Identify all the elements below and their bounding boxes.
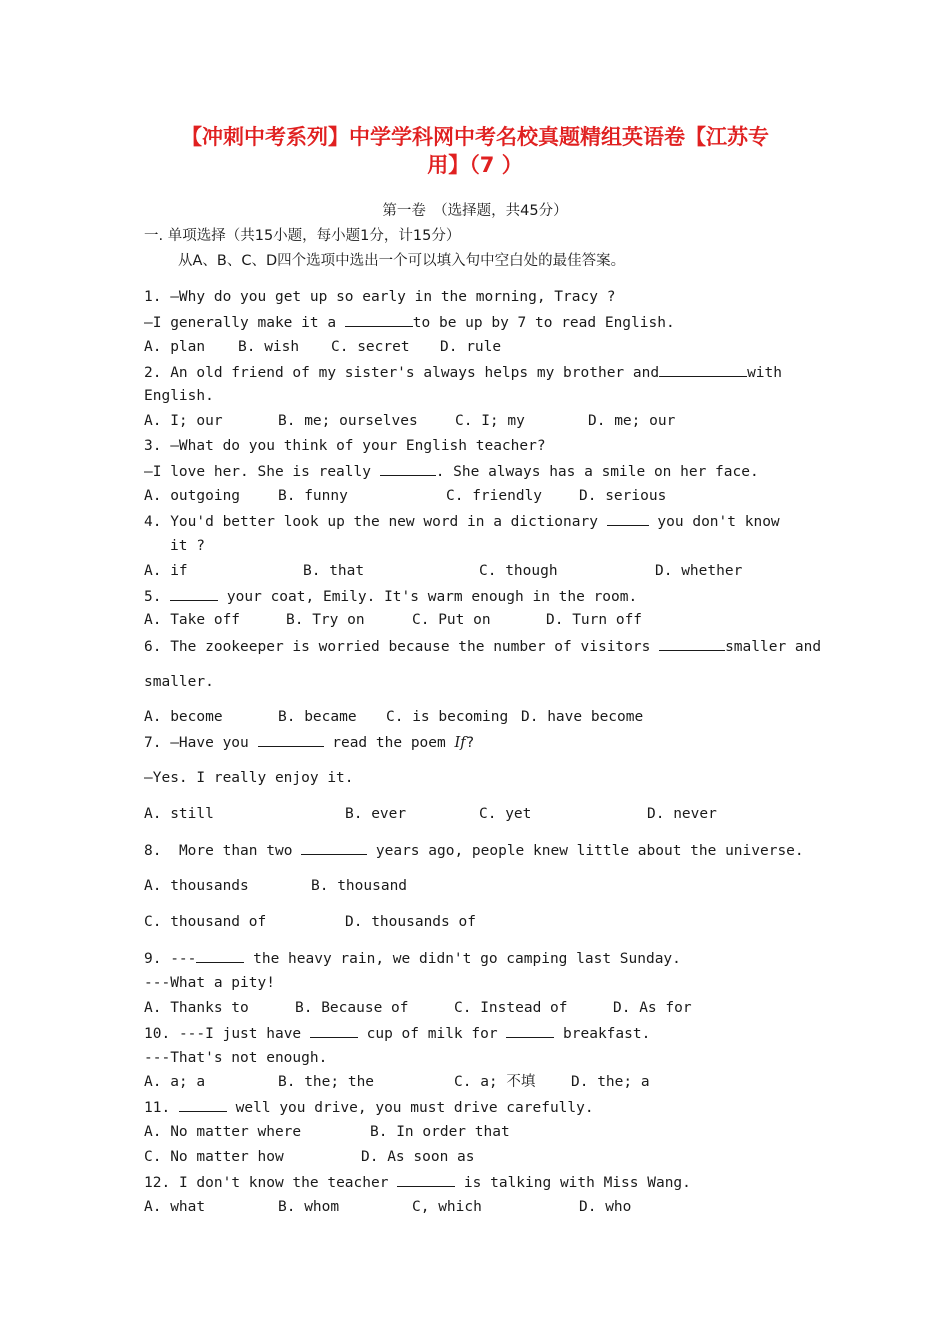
option-d[interactable]: D. whether xyxy=(655,563,743,579)
option-a[interactable]: A. thousands xyxy=(144,878,249,894)
option-d[interactable]: D. have become xyxy=(521,709,644,725)
question-2-line2: English. xyxy=(144,388,214,404)
option-a[interactable]: A. plan xyxy=(144,339,206,355)
option-b[interactable]: B. Because of xyxy=(295,1000,409,1016)
question-6: 6. The zookeeper is worried because the number of visitors smaller and xyxy=(144,636,821,657)
answer-blank[interactable] xyxy=(310,1023,358,1038)
question-5: 5. your coat, Emily. It's warm enough in the room. xyxy=(144,586,637,607)
answer-blank[interactable] xyxy=(659,636,725,651)
option-b[interactable]: B. that xyxy=(303,563,365,579)
section-instruction: 从A、B、C、D四个选项中选出一个可以填入句中空白处的最佳答案。 xyxy=(178,253,626,269)
option-a[interactable]: A. I; our xyxy=(144,413,223,429)
option-a[interactable]: A. Thanks to xyxy=(144,1000,249,1016)
option-d[interactable]: D. As for xyxy=(613,1000,692,1016)
page-title: 【冲刺中考系列】中学学科网中考名校真题精组英语卷【江苏专 xyxy=(181,125,769,149)
option-b[interactable]: B. the; the xyxy=(278,1074,375,1090)
question-7-line2: —Yes. I really enjoy it. xyxy=(144,770,354,786)
question-4: 4. You'd better look up the new word in a dictionary you don't know xyxy=(144,511,780,532)
option-c[interactable]: C, which xyxy=(412,1199,482,1215)
option-d[interactable]: D. serious xyxy=(579,488,667,504)
question-1: 1. —Why do you get up so early in the morning, Tracy ? xyxy=(144,289,616,305)
question-11: 11. well you drive, you must drive carefully. xyxy=(144,1097,594,1118)
option-d[interactable]: D. never xyxy=(647,806,717,822)
option-c[interactable]: C. a; 不填 xyxy=(454,1074,536,1090)
answer-blank[interactable] xyxy=(506,1023,554,1038)
option-c[interactable]: C. friendly xyxy=(446,488,543,504)
option-b[interactable]: B. Try on xyxy=(286,612,365,628)
option-b[interactable]: B. wish xyxy=(238,339,300,355)
question-10: 10. ---I just have cup of milk for breakfast. xyxy=(144,1023,650,1044)
option-d[interactable]: D. the; a xyxy=(571,1074,650,1090)
question-4-line2: it ? xyxy=(170,538,205,554)
question-8: 8. More than two years ago, people knew little about the universe. xyxy=(144,840,804,861)
answer-blank[interactable] xyxy=(258,732,324,747)
question-12: 12. I don't know the teacher is talking with Miss Wang. xyxy=(144,1172,691,1193)
question-10-line2: ---That's not enough. xyxy=(144,1050,328,1066)
option-c[interactable]: C. Put on xyxy=(412,612,491,628)
option-b[interactable]: B. whom xyxy=(278,1199,340,1215)
option-b[interactable]: B. became xyxy=(278,709,357,725)
question-9: 9. --- the heavy rain, we didn't go camping last Sunday. xyxy=(144,948,681,969)
option-c[interactable]: C. secret xyxy=(331,339,410,355)
answer-blank[interactable] xyxy=(345,312,413,327)
option-c[interactable]: C. Instead of xyxy=(454,1000,568,1016)
option-c[interactable]: C. though xyxy=(479,563,558,579)
option-d[interactable]: D. rule xyxy=(440,339,502,355)
option-b[interactable]: B. In order that xyxy=(370,1124,510,1140)
question-1-line2: —I generally make it a to be up by 7 to read English. xyxy=(144,312,675,333)
option-d[interactable]: D. who xyxy=(579,1199,632,1215)
option-b[interactable]: B. funny xyxy=(278,488,348,504)
question-6-line2: smaller. xyxy=(144,674,214,690)
option-c[interactable]: C. I; my xyxy=(455,413,525,429)
option-c[interactable]: C. yet xyxy=(479,806,532,822)
section-heading: 一. 单项选择（共15小题，每小题1分，计15分） xyxy=(144,228,461,244)
answer-blank[interactable] xyxy=(301,840,367,855)
answer-blank[interactable] xyxy=(607,511,649,526)
option-d[interactable]: D. Turn off xyxy=(546,612,643,628)
answer-blank[interactable] xyxy=(397,1172,455,1187)
page-title-continued: 用】（7 ） xyxy=(427,153,523,177)
option-c[interactable]: C. No matter how xyxy=(144,1149,284,1165)
question-2: 2. An old friend of my sister's always helps my brother and with xyxy=(144,362,782,383)
option-a[interactable]: A. what xyxy=(144,1199,206,1215)
answer-blank[interactable] xyxy=(659,362,747,377)
question-7: 7. —Have you read the poem If? xyxy=(144,732,474,753)
question-3: 3. —What do you think of your English teacher? xyxy=(144,438,546,454)
option-c[interactable]: C. thousand of xyxy=(144,914,267,930)
question-9-line2: ---What a pity! xyxy=(144,975,275,991)
option-d[interactable]: D. me; our xyxy=(588,413,676,429)
option-b[interactable]: B. me; ourselves xyxy=(278,413,418,429)
option-a[interactable]: A. if xyxy=(144,563,188,579)
option-b[interactable]: B. thousand xyxy=(311,878,408,894)
option-d[interactable]: D. thousands of xyxy=(345,914,476,930)
option-d[interactable]: D. As soon as xyxy=(361,1149,475,1165)
option-a[interactable]: A. still xyxy=(144,806,214,822)
option-a[interactable]: A. outgoing xyxy=(144,488,241,504)
answer-blank[interactable] xyxy=(179,1097,227,1112)
volume-heading: 第一卷 （选择题，共45分） xyxy=(382,203,568,219)
option-c[interactable]: C. is becoming xyxy=(386,709,509,725)
option-a[interactable]: A. become xyxy=(144,709,223,725)
answer-blank[interactable] xyxy=(380,461,436,476)
option-b[interactable]: B. ever xyxy=(345,806,407,822)
answer-blank[interactable] xyxy=(170,586,218,601)
question-3-line2: —I love her. She is really . She always has a smile on her face. xyxy=(144,461,759,482)
answer-blank[interactable] xyxy=(196,948,244,963)
option-a[interactable]: A. Take off xyxy=(144,612,241,628)
option-a[interactable]: A. a; a xyxy=(144,1074,206,1090)
option-a[interactable]: A. No matter where xyxy=(144,1124,302,1140)
